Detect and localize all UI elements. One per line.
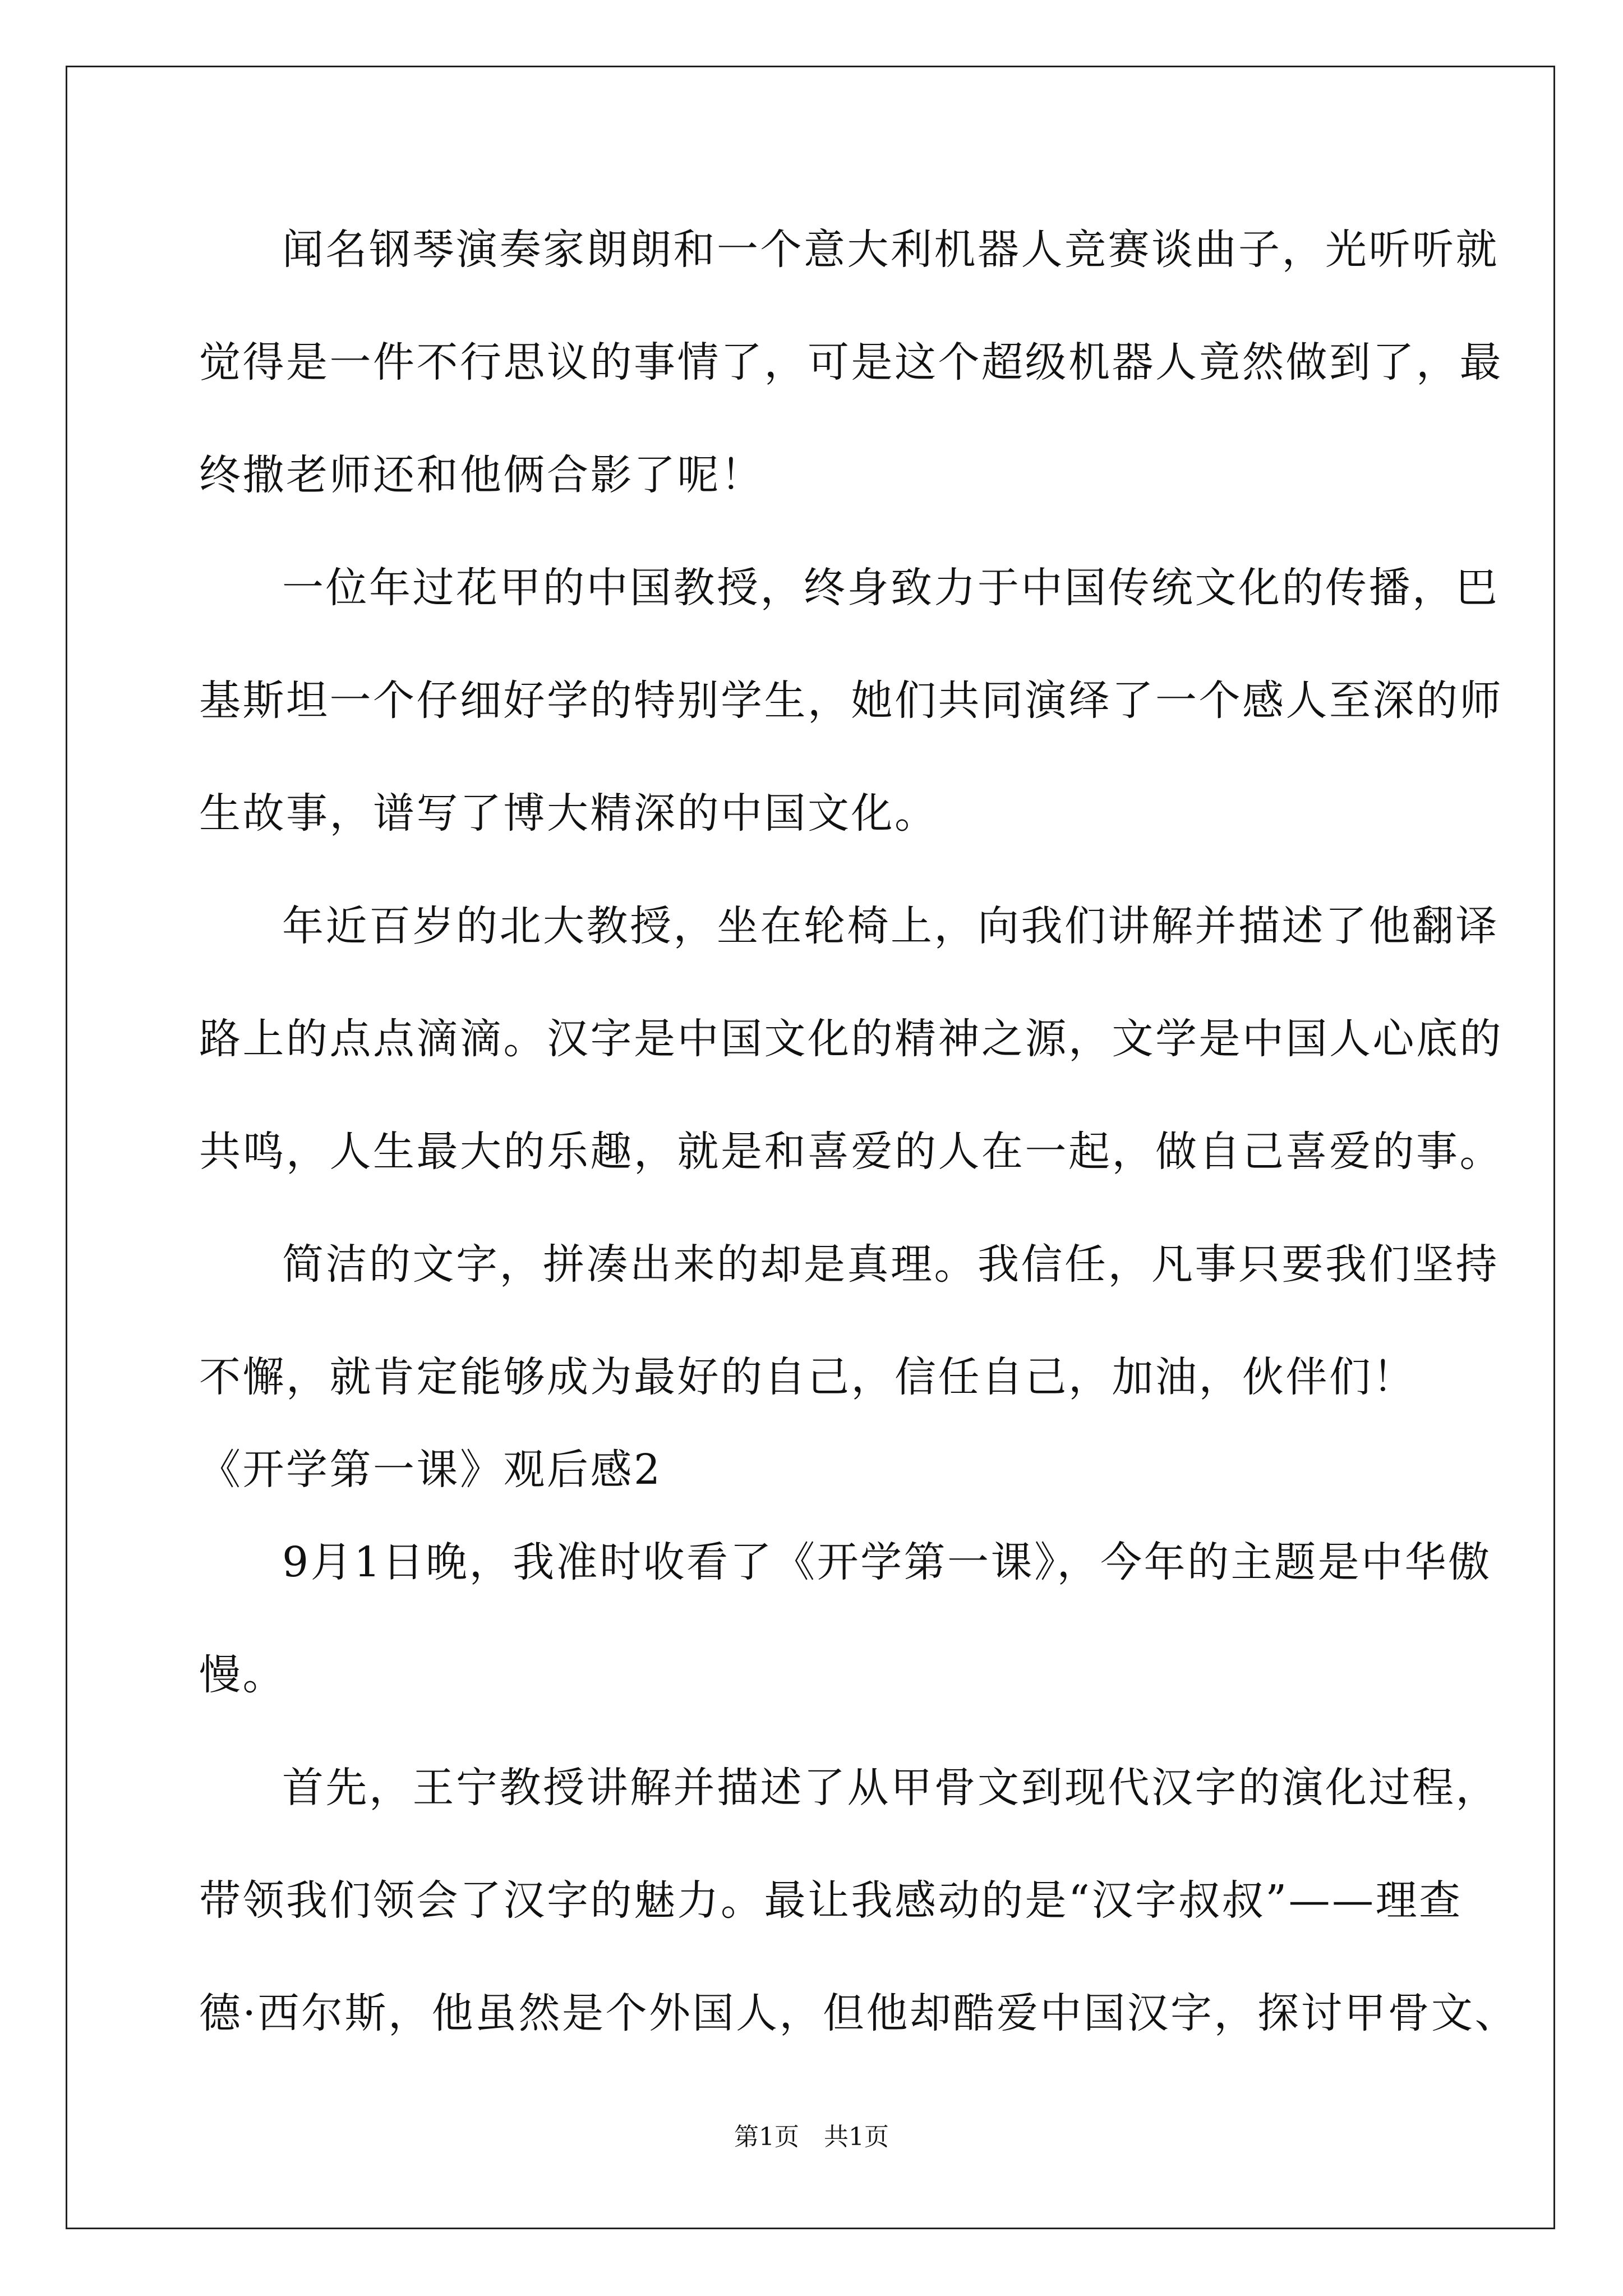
text-line: 觉得是一件不行思议的事情了，可是这个超级机器人竟然做到了，最 xyxy=(199,338,1503,386)
text-line: 德·西尔斯，他虽然是个外国人，但他却酷爱中国汉字，探讨甲骨文、 xyxy=(199,1989,1519,2037)
text-line: 带领我们领会了汉字的魅力。最让我感动的是“汉字叔叔”——理查 xyxy=(199,1876,1463,1925)
text-line: 生故事，谱写了博大精深的中国文化。 xyxy=(199,789,938,838)
text-line: 简洁的文字，拼凑出来的却是真理。我信任，凡事只要我们坚持 xyxy=(282,1240,1499,1289)
text-line: 首先，王宁教授讲解并描述了从甲骨文到现代汉字的演化过程， xyxy=(282,1764,1499,1812)
text-line: 基斯坦一个仔细好学的特别学生，她们共同演绎了一个感人至深的师 xyxy=(199,677,1503,725)
text-line: 路上的点点滴滴。汉字是中国文化的精神之源，文学是中国人心底的 xyxy=(199,1015,1503,1063)
text-line: 终撒老师还和他俩合影了呢！ xyxy=(199,451,764,499)
text-line: 9月1日晚，我准时收看了《开学第一课》，今年的主题是中华傲 xyxy=(282,1538,1492,1586)
section-heading: 《开学第一课》观后感2 xyxy=(199,1446,662,1494)
text-line: 闻名钢琴演奏家朗朗和一个意大利机器人竞赛谈曲子，光听听就 xyxy=(282,226,1499,274)
text-line: 共鸣，人生最大的乐趣，就是和喜爱的人在一起，做自己喜爱的事。 xyxy=(199,1128,1503,1176)
text-line: 慢。 xyxy=(199,1651,286,1699)
text-line: 不懈，就肯定能够成为最好的自己，信任自己，加油，伙伴们！ xyxy=(199,1353,1416,1401)
text-line: 一位年过花甲的中国教授，终身致力于中国传统文化的传播，巴 xyxy=(282,564,1499,612)
page-number: 第1页 共1页 xyxy=(734,2123,889,2151)
text-line: 年近百岁的北大教授，坐在轮椅上，向我们讲解并描述了他翻译 xyxy=(282,902,1499,950)
